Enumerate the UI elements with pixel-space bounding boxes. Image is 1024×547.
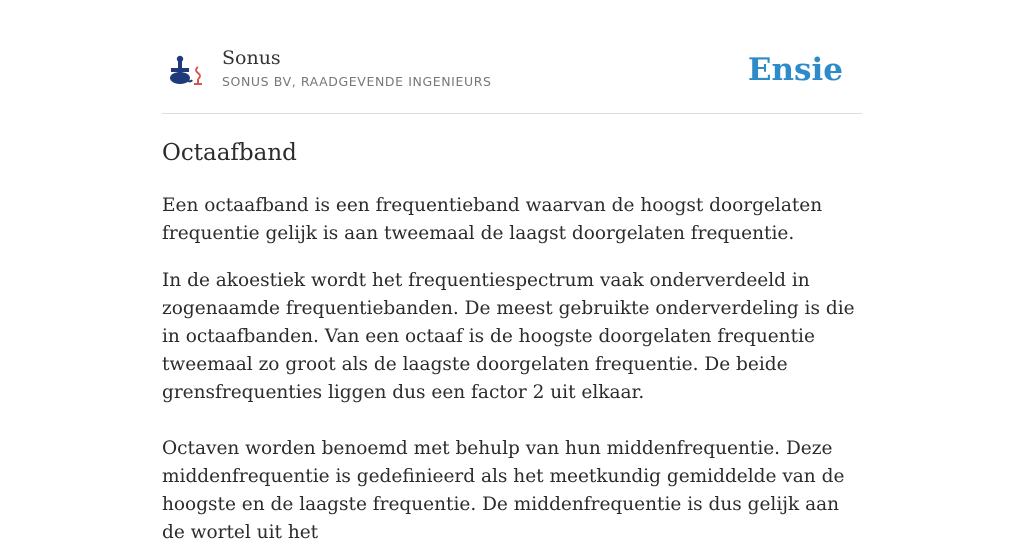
- org-name: Sonus: [222, 47, 281, 69]
- org-subtitle: SONUS BV, RAADGEVENDE INGENIEURS: [222, 74, 492, 89]
- page: [162, 0, 862, 547]
- body-paragraph: In de akoestiek wordt het frequentiespectrum vaak onderverdeeld in zogenaamde frequentiebanden. De meest gebruikte onderverdeling is die in octaafbanden. Van een octaaf is de hoogste doorgelaten frequentie tweemaal zo groot als de laagste doorgelaten frequentie. De beide grensfrequenties liggen dus een factor 2 uit elkaar.: [162, 270, 855, 403]
- sonus-logo-icon: [168, 55, 206, 87]
- entry-definition: Een octaafband is een frequentieband waarvan de hoogst doorgelaten frequentie gelijk is aan tweemaal de laagst doorgelaten frequentie.: [162, 195, 823, 244]
- body-paragraph: Octaven worden benoemd met behulp van hun middenfrequentie. Deze middenfrequentie is gedefinieerd als het meetkundig gemiddelde van de hoogste en de laagste frequentie. De middenfrequentie is dus gelijk aan de wortel uit het: [162, 438, 845, 543]
- brand-logo-link[interactable]: Ensie: [747, 52, 843, 88]
- header: [162, 0, 862, 114]
- paragraph-gap: [162, 407, 862, 435]
- entry-title: Octaafband: [162, 140, 297, 166]
- entry-body: [162, 267, 862, 547]
